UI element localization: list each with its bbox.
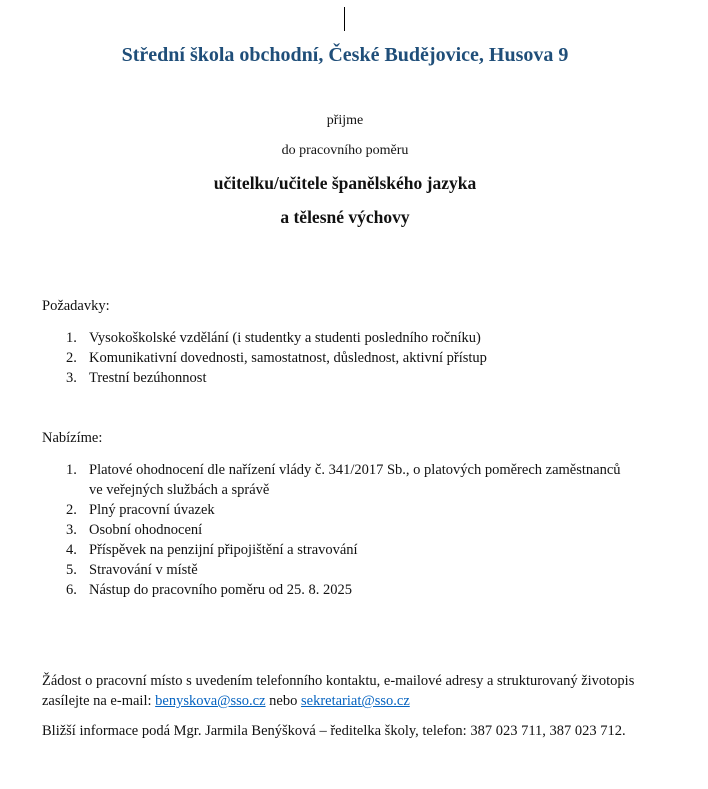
list-number: 1. — [66, 462, 77, 478]
requirements-heading: Požadavky: — [42, 298, 110, 314]
school-title: Střední škola obchodní, České Budějovice, Husova 9 — [121, 44, 569, 66]
list-number: 6. — [66, 582, 77, 598]
position-title-line2: a tělesné výchovy — [280, 207, 410, 227]
list-number: 4. — [66, 542, 77, 558]
intro-line-employment: do pracovního poměru — [281, 143, 409, 158]
list-text: Platové ohodnocení dle nařízení vlády č. 341/2017 Sb., o platových poměrech zaměstnanců ve veřejných službách a správě — [89, 462, 621, 498]
list-number: 3. — [66, 522, 77, 538]
list-item — [42, 460, 622, 500]
list-item — [42, 520, 622, 540]
application-paragraph — [42, 671, 646, 711]
position-title-line1: učitelku/učitele španělského jazyka — [213, 173, 477, 193]
text-cursor — [344, 7, 345, 31]
email-link-benyskova[interactable]: benyskova@sso.cz — [155, 693, 266, 709]
application-text: Žádost o pracovní místo s uvedením telefonního kontaktu, e-mailové adresy a strukturovaný životopis zasílejte na e-mail: — [42, 673, 635, 709]
list-text: Komunikativní dovednosti, samostatnost, důslednost, aktivní přístup — [89, 350, 487, 366]
list-item — [42, 348, 622, 368]
list-item — [42, 580, 622, 600]
list-number: 2. — [66, 502, 77, 518]
list-text: Vysokoškolské vzdělání (i studentky a studenti posledního ročníku) — [89, 330, 481, 346]
list-text: Nástup do pracovního poměru od 25. 8. 2025 — [89, 582, 352, 598]
offer-list — [42, 460, 622, 600]
intro-line-hires: přijme — [326, 113, 364, 128]
list-number: 1. — [66, 330, 77, 346]
list-text: Osobní ohodnocení — [89, 522, 203, 538]
list-item — [42, 328, 622, 348]
list-item — [42, 500, 622, 520]
list-number: 5. — [66, 562, 77, 578]
list-item — [42, 368, 622, 388]
list-text: Příspěvek na penzijní připojištění a stravování — [89, 542, 358, 558]
list-text: Stravování v místě — [89, 562, 198, 578]
list-item — [42, 560, 622, 580]
list-number: 3. — [66, 370, 77, 386]
offer-heading: Nabízíme: — [42, 430, 103, 446]
list-number: 2. — [66, 350, 77, 366]
requirements-list — [42, 328, 622, 388]
list-text: Plný pracovní úvazek — [89, 502, 215, 518]
list-item — [42, 540, 622, 560]
application-text-connector: nebo — [265, 693, 301, 709]
contact-info-paragraph: Bližší informace podá Mgr. Jarmila Benýšková – ředitelka školy, telefon: 387 023 711, 387 023 712. — [42, 723, 626, 739]
list-text: Trestní bezúhonnost — [89, 370, 207, 386]
email-link-sekretariat[interactable]: sekretariat@sso.cz — [300, 693, 410, 709]
